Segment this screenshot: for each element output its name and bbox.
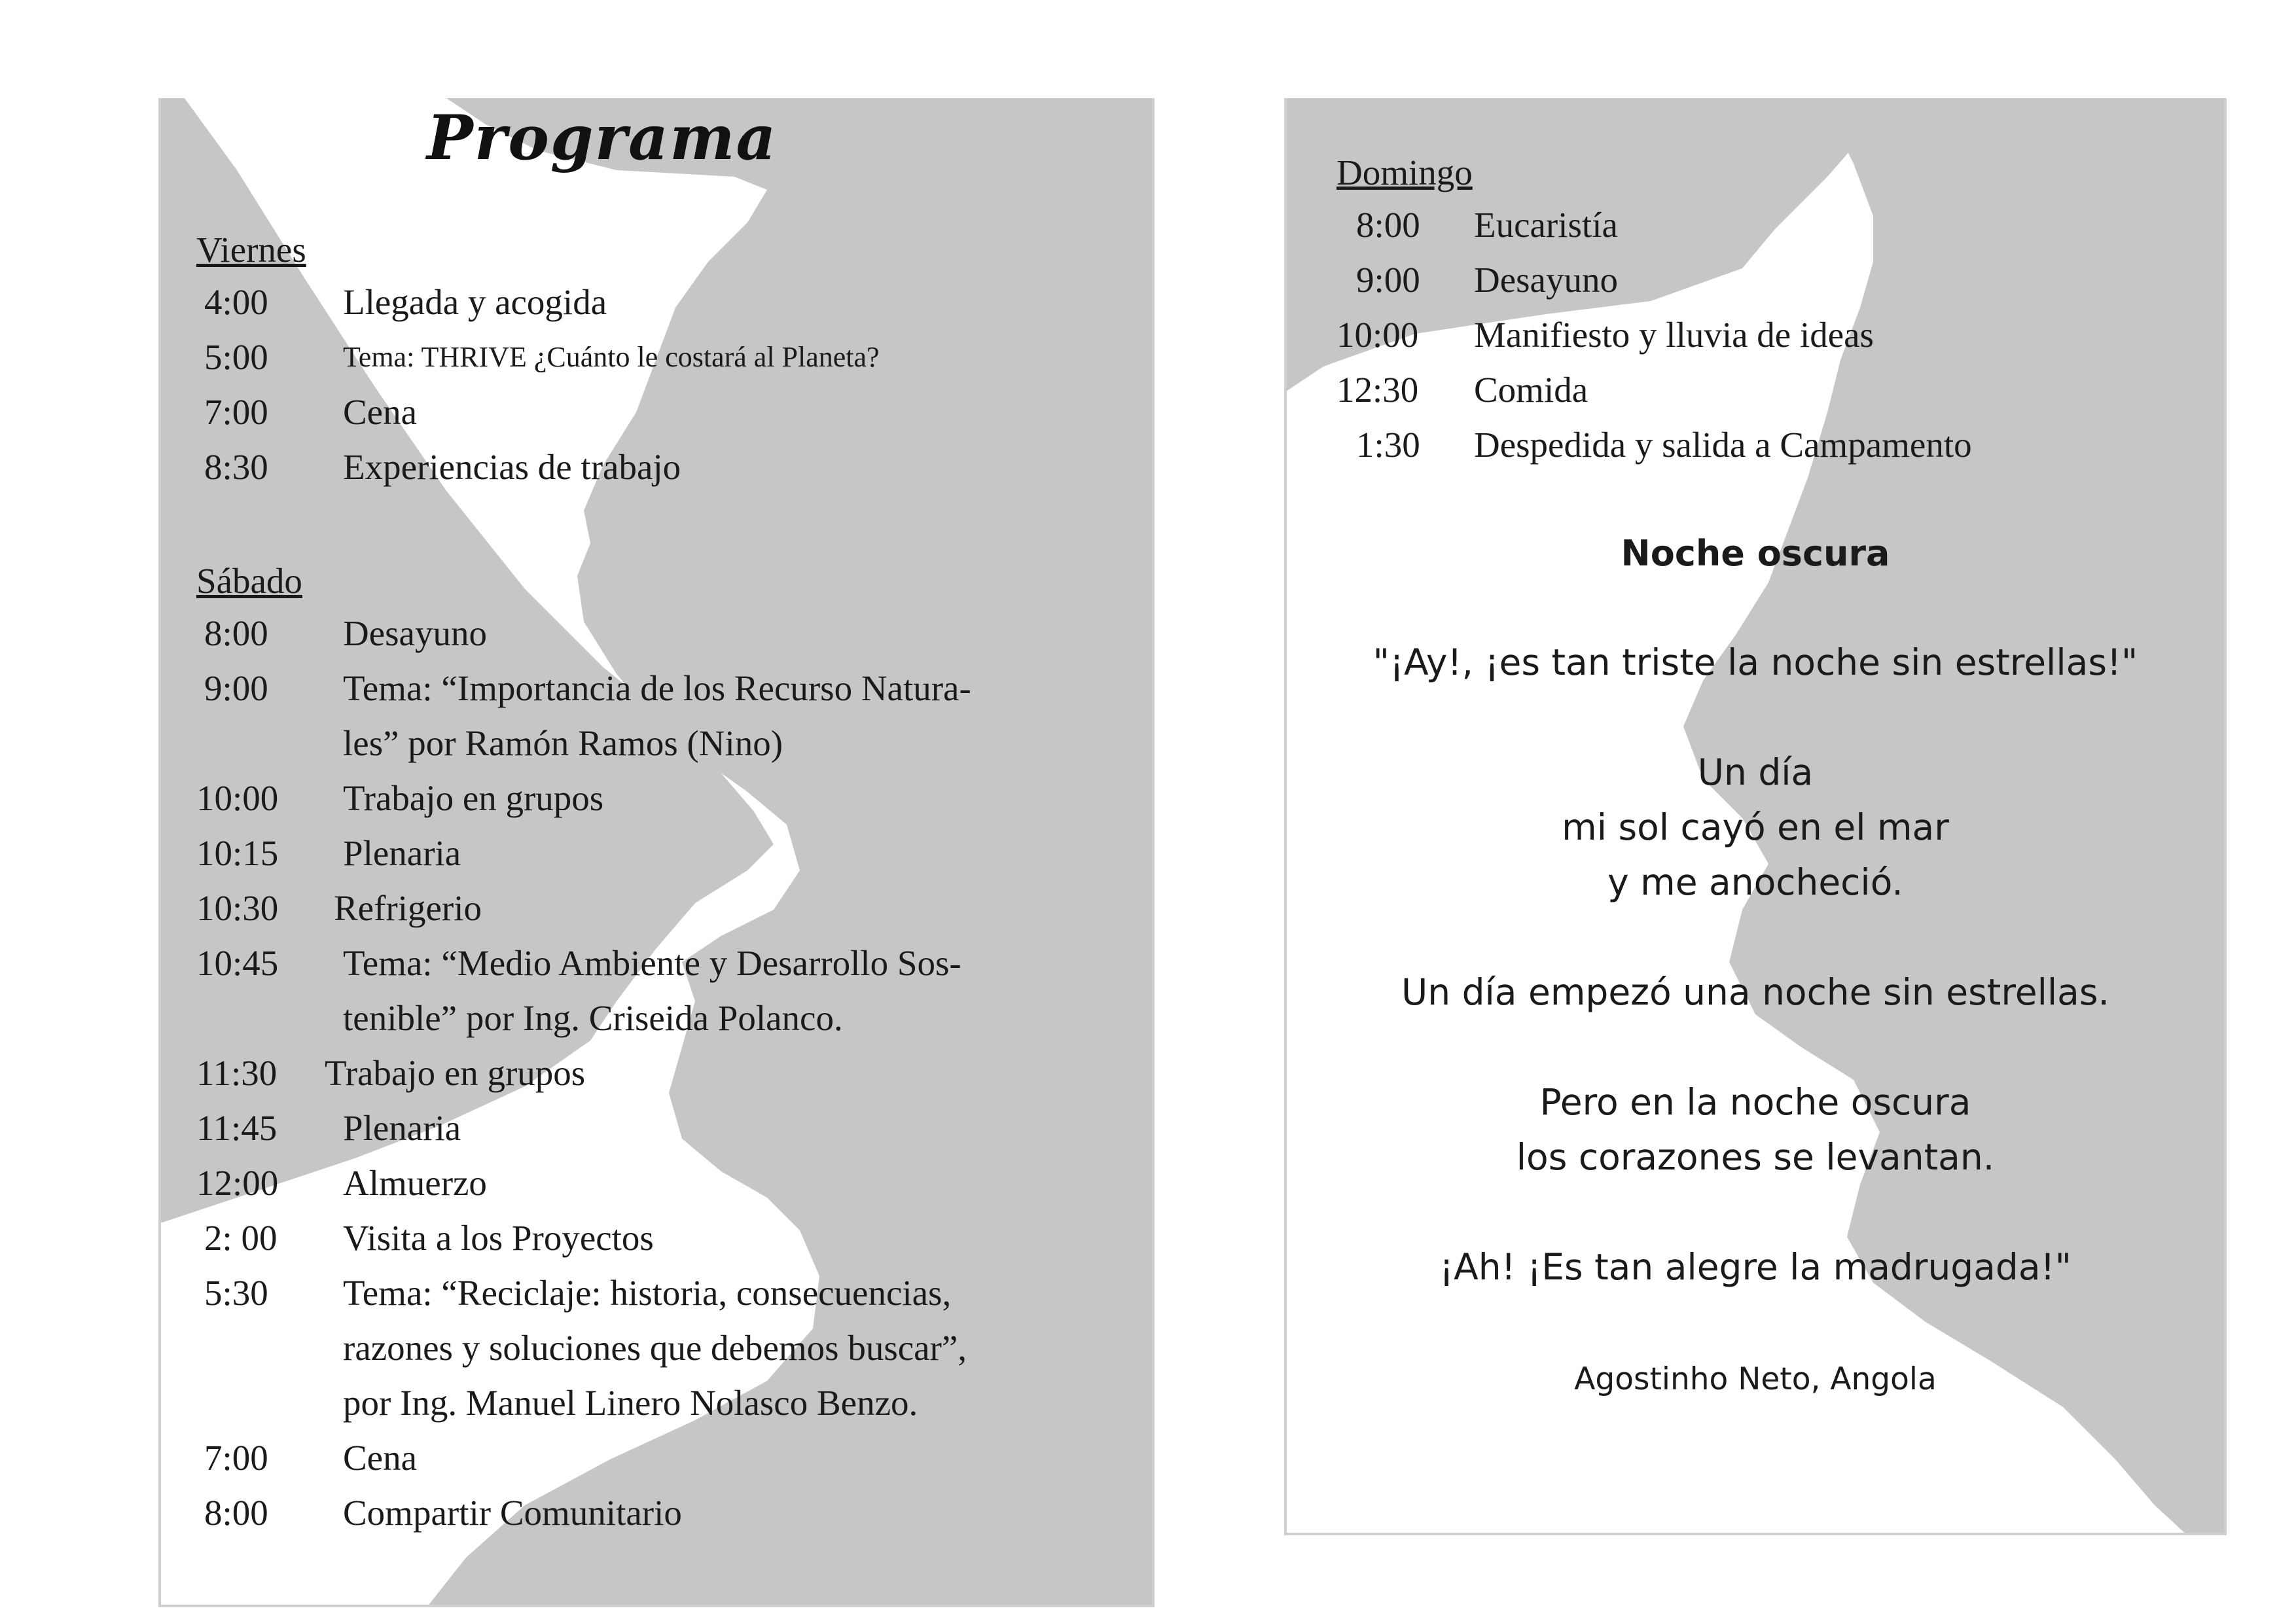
activity: Trabajo en grupos bbox=[325, 1053, 586, 1093]
poem-line: Pero en la noche oscura bbox=[1539, 1081, 1971, 1123]
time: 9:00 bbox=[1356, 260, 1420, 300]
time: 12:30 bbox=[1336, 370, 1419, 410]
time: 9:00 bbox=[204, 668, 268, 708]
activity: Eucaristía bbox=[1474, 205, 1618, 245]
activity: Tema: THRIVE ¿Cuánto le costará al Planeta? bbox=[343, 341, 880, 373]
time: 7:00 bbox=[204, 392, 268, 432]
time: 11:45 bbox=[196, 1108, 278, 1148]
time: 10:00 bbox=[1336, 315, 1419, 355]
poem-line: los corazones se levantan. bbox=[1516, 1136, 1995, 1178]
poem-line: Un día empezó una noche sin estrellas. bbox=[1401, 971, 2109, 1013]
activity: Tema: “Medio Ambiente y Desarrollo Sos- bbox=[343, 943, 961, 983]
program-panel bbox=[158, 98, 1155, 1607]
activity: Tema: “Importancia de los Recurso Natura- bbox=[343, 668, 971, 708]
time: 8:30 bbox=[204, 447, 268, 487]
activity: Plenaria bbox=[343, 833, 461, 873]
poem-author: Agostinho Neto, Angola bbox=[1574, 1361, 1937, 1397]
poem-line: ¡Ah! ¡Es tan alegre la madrugada!" bbox=[1439, 1246, 2072, 1288]
activity: Experiencias de trabajo bbox=[343, 447, 681, 487]
time: 8:00 bbox=[204, 1493, 268, 1533]
activity: Llegada y acogida bbox=[343, 282, 607, 322]
activity-continuation: por Ing. Manuel Linero Nolasco Benzo. bbox=[343, 1383, 918, 1423]
time: 10:30 bbox=[196, 888, 279, 928]
time: 2: 00 bbox=[204, 1218, 278, 1258]
time: 10:00 bbox=[196, 778, 279, 818]
day-heading-viernes: Viernes bbox=[196, 230, 306, 270]
activity: Plenaria bbox=[343, 1108, 461, 1148]
activity: Despedida y salida a Campamento bbox=[1474, 425, 1972, 465]
time: 8:00 bbox=[204, 613, 268, 653]
activity: Visita a los Proyectos bbox=[343, 1218, 654, 1258]
activity: Almuerzo bbox=[343, 1163, 487, 1203]
activity: Cena bbox=[343, 392, 418, 432]
day-heading-domingo: Domingo bbox=[1336, 152, 1473, 192]
time: 10:15 bbox=[196, 833, 279, 873]
activity: Tema: “Reciclaje: historia, consecuencias, bbox=[343, 1273, 952, 1313]
activity: Manifiesto y lluvia de ideas bbox=[1474, 315, 1874, 355]
time: 8:00 bbox=[1356, 205, 1420, 245]
time: 5:30 bbox=[204, 1273, 268, 1313]
time: 7:00 bbox=[204, 1438, 268, 1478]
day-heading-sabado: Sábado bbox=[196, 561, 302, 601]
activity: Comida bbox=[1474, 370, 1588, 410]
poem-title: Noche oscura bbox=[1621, 533, 1890, 574]
activity: Refrigerio bbox=[334, 888, 482, 928]
activity: Desayuno bbox=[343, 613, 487, 653]
time: 11:30 bbox=[196, 1053, 278, 1093]
poem-line: "¡Ay!, ¡es tan triste la noche sin estrellas!" bbox=[1372, 641, 2138, 683]
activity-continuation: tenible” por Ing. Criseida Polanco. bbox=[343, 998, 843, 1038]
time: 10:45 bbox=[196, 943, 279, 983]
poem-line: Un día bbox=[1697, 751, 1814, 793]
time: 5:00 bbox=[204, 337, 268, 377]
activity-continuation: razones y soluciones que debemos buscar”, bbox=[343, 1328, 967, 1368]
activity: Compartir Comunitario bbox=[343, 1493, 682, 1533]
time: 1:30 bbox=[1356, 425, 1420, 465]
poem-line: y me anocheció. bbox=[1607, 861, 1903, 903]
program-title: Programa bbox=[427, 102, 778, 174]
poem-panel bbox=[1284, 98, 2227, 1535]
activity-continuation: les” por Ramón Ramos (Nino) bbox=[343, 723, 783, 763]
time: 4:00 bbox=[204, 282, 268, 322]
poem-line: mi sol cayó en el mar bbox=[1562, 806, 1949, 848]
activity: Trabajo en grupos bbox=[343, 778, 604, 818]
activity: Desayuno bbox=[1474, 260, 1618, 300]
time: 12:00 bbox=[196, 1163, 279, 1203]
activity: Cena bbox=[343, 1438, 418, 1478]
